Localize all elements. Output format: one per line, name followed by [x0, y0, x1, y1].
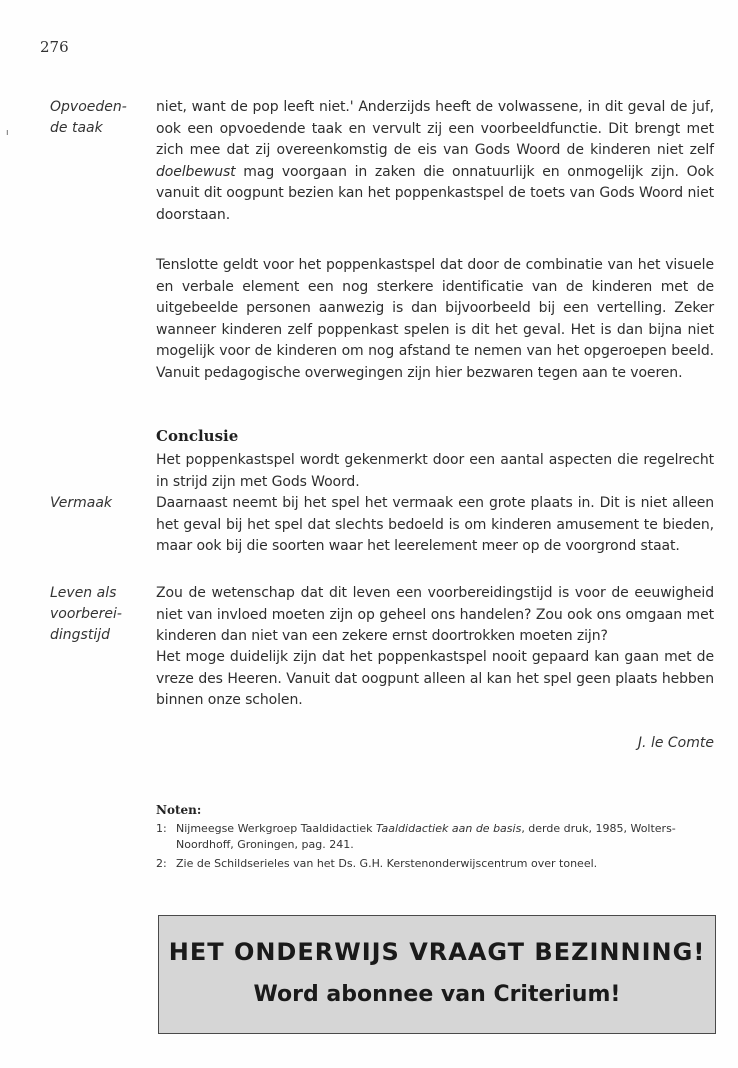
- margin-note-vermaak: Vermaak: [50, 495, 113, 511]
- footnote-text-part: Nijmeegse Werkgroep Taaldidactiek: [176, 822, 376, 835]
- paragraph-opvoedende-taak: [156, 97, 714, 226]
- banner-subline: Word abonnee van Criterium!: [253, 982, 621, 1007]
- footnote-number: 2:: [156, 857, 167, 870]
- footnote-number: 1:: [156, 822, 167, 835]
- footnote-2: [156, 856, 722, 872]
- paragraph-voorbereidingstijd: Zou de wetenschap dat dit leven een voorbereidingstijd is voor de eeuwigheid niet van invloed moeten zijn op geheel ons handelen? Zou ook ons omgaan met kinderen dan niet van een zekere ernst doortrokken moeten zijn?: [156, 585, 714, 644]
- footnote-1: [156, 821, 722, 853]
- footnote-text-part: , derde druk, 1985, Wolters-Noordhoff, Groningen, pag. 241.: [176, 822, 676, 851]
- footnote-text: Zie de Schildserieles van het Ds. G.H. Kerstenonderwijscentrum over toneel.: [176, 857, 598, 870]
- paragraph-slot: Het moge duidelijk zijn dat het poppenkastspel nooit gepaard kan gaan met de vreze des Heeren. Vanuit dat oogpunt alleen al kan het spel geen plaats hebben binnen onze scholen.: [156, 649, 714, 708]
- emphasis-doelbewust: doelbewust: [156, 163, 236, 180]
- paragraph-vermaak: Daarnaast neemt bij het spel het vermaak een grote plaats in. Dit is niet alleen het geval bij het spel dat slechts bedoeld is om kinderen amusement te bieden, maar ook bij die soorten waar het leerelement meer op de voorgrond staat.: [156, 495, 714, 554]
- banner-headline: HET ONDERWIJS VRAAGT BEZINNING!: [168, 938, 706, 966]
- margin-note-opvoedende-taak: Opvoeden- de taak: [50, 99, 127, 136]
- footnote-book-title: Taaldidactiek aan de basis: [375, 822, 522, 835]
- footnote-text: [176, 821, 722, 853]
- paragraph-text: mag voorgaan in zaken die onnatuurlijk en onmogelijk zijn. Ook vanuit dit oogpunt bezien kan het poppenkastspel de toets van Gods Woord niet doorstaan.: [156, 163, 714, 223]
- section-heading-conclusie: Conclusie: [156, 427, 239, 445]
- paragraph-tenslotte: Tenslotte geldt voor het poppenkastspel dat door de combinatie van het visuele en verbale element een nog sterkere identificatie van de kinderen met de uitgebeelde personen aanwezig is dan bijvoorbeeld bij een vertelling. Zeker wanneer kinderen zelf poppenkast spelen is dit het geval. Het is dan bijna niet mogelijk voor de kinderen om nog afstand te nemen van het opgeroepen beeld. Vanuit pedagogische overwegingen zijn hier bezwaren tegen aan te voeren.: [156, 257, 714, 381]
- stray-mark: ı: [6, 128, 9, 138]
- notes-heading: Noten:: [156, 803, 202, 817]
- author-signature: J. le Comte: [637, 735, 714, 751]
- margin-note-leven-als-voorbereidingstijd: Leven als voorberei- dingstijd: [50, 585, 122, 643]
- paragraph-text: niet, want de pop leeft niet.' Anderzijds heeft de volwassene, in dit geval de juf, ook een opvoedende taak en vervult zij een voorbeeldfunctie. Dit brengt met zich mee dat zij overeenkomstig de eis van Gods Woord de kinderen niet zelf: [156, 99, 714, 158]
- subscription-banner: [158, 915, 716, 1034]
- page-number: 276: [40, 38, 69, 56]
- paragraph-conclusie: Het poppenkastspel wordt gekenmerkt door een aantal aspecten die regelrecht in strijd zijn met Gods Woord.: [156, 452, 714, 490]
